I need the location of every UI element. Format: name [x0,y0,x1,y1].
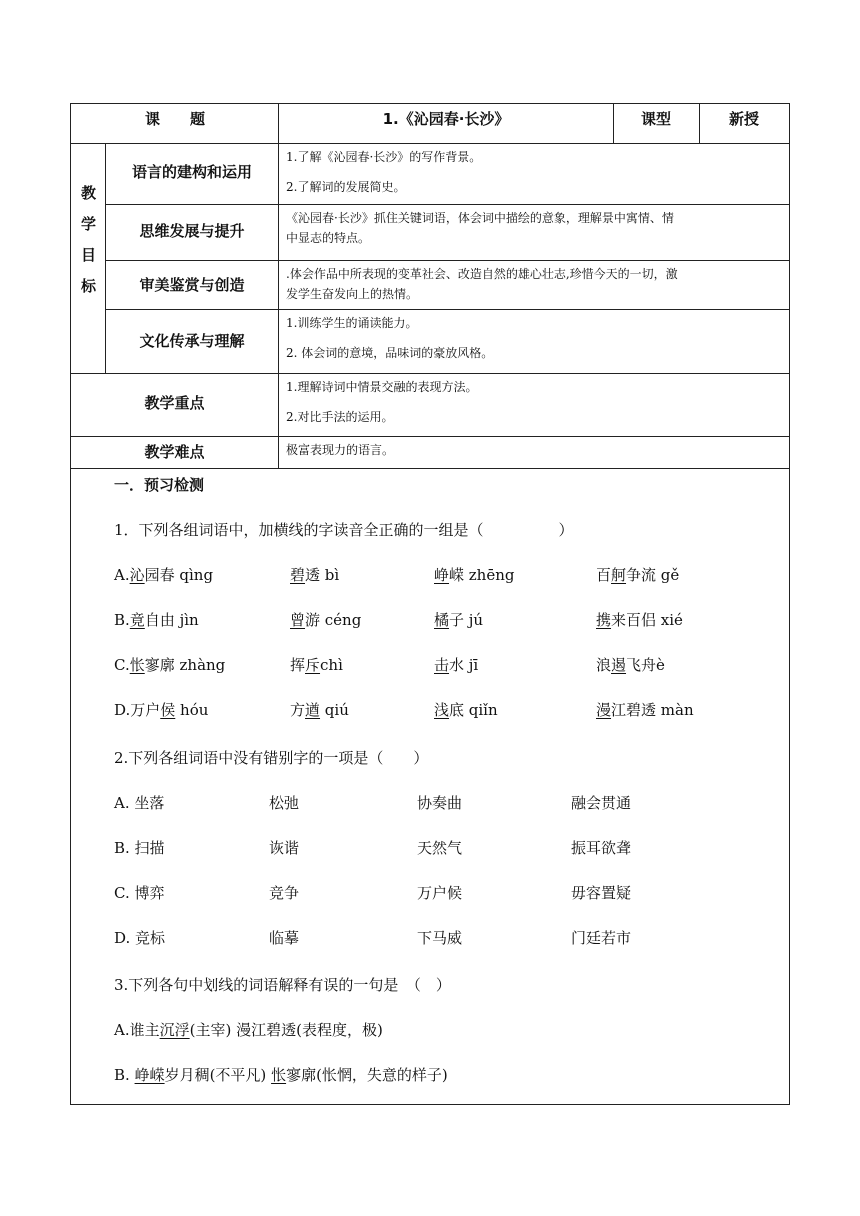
q1-option-rest: chì [320,656,343,674]
q1-option-rest: 园春 qìng [144,566,214,584]
q3-a-rest: (主宰) 漫江碧透(表程度，极) [189,1021,383,1039]
q1-option [434,609,483,630]
q1-option-prefix: 方 [290,701,306,719]
q1-option [596,699,694,720]
q1-option-underlined: 遒 [305,701,321,719]
q2-option: B. 扫描 [114,839,165,857]
q1-option-underlined: 斥 [305,656,321,674]
q1-option-prefix: C. [114,656,130,674]
q1-option [290,609,361,630]
goals-side-label [71,182,106,306]
goals-side-char: 学 [80,215,96,233]
difficult-points-label: 教学难点 [144,443,205,461]
goal-line: .体会作品中所表现的变革社会、改造自然的雄心壮志,珍惜今天的一切，激 [286,267,678,281]
q1-option-underlined: 击 [434,656,450,674]
key-points-label: 教学重点 [144,394,205,412]
q1-option-rest: 来百侣 xié [611,611,683,629]
q3-a-prefix: A.谁主 [114,1021,160,1039]
q1-option-underlined: 携 [596,611,612,629]
q2-option: D. 竞标 [114,929,166,947]
q1-option-underlined: 侯 [160,701,176,719]
goal-label: 思维发展与提升 [139,222,245,240]
goal-label: 文化传承与理解 [139,332,245,350]
q1-option-prefix: 百 [596,566,612,584]
goal-line: 中显志的特点。 [286,231,371,245]
q2-option: 万户候 [417,884,463,902]
q1-option [596,564,679,585]
goal-label: 审美鉴赏与创造 [139,276,245,294]
lesson-plan-table [70,103,790,1105]
question-3-option-a [114,1019,383,1040]
q1-option-underlined: 峥 [434,566,450,584]
type-value: 新授 [728,110,759,128]
goal-line: 1.了解《沁园春·长沙》的写作背景。 [286,150,482,164]
q1-option [596,609,683,630]
q1-option-rest: 子 jú [449,611,484,629]
goal-label: 语言的建构和运用 [131,163,252,181]
q1-option-prefix: 挥 [290,656,306,674]
difficult-points-row [71,437,789,469]
q2-option: 竞争 [269,884,300,902]
q1-option-rest: 嵘 zhēng [449,566,515,584]
q1-option-underlined: 曾 [290,611,306,629]
q1-option-rest: 寥廓 zhàng [144,656,226,674]
goals-side-char: 标 [80,277,96,295]
goals-block [71,144,789,374]
q1-option-rest: 底 qiǐn [449,701,498,719]
question-3-option-b [114,1064,448,1085]
q1-option-rest: 游 céng [305,611,362,629]
goal-row [106,261,789,310]
q2-option: 协奏曲 [417,794,463,812]
q1-option-rest: 江碧透 màn [611,701,694,719]
question-3-stem: 3.下列各句中划线的词语解释有误的一句是 （ ） [114,976,451,994]
q2-option: C. 博弈 [114,884,165,902]
q1-option [290,654,343,675]
q1-option [290,699,349,720]
question-1-stem: 1．下列各组词语中，加横线的字读音全正确的一组是（ ） [114,521,574,539]
q1-option-rest: 争流 gě [626,566,680,584]
q1-option [434,699,498,720]
q2-option: 临摹 [269,929,300,947]
topic-value: 1.《沁园春·长沙》 [382,110,510,128]
q1-option-prefix: D.万户 [114,701,161,719]
q2-option: A. 坐落 [114,794,165,812]
q3-a-underlined: 沉浮 [159,1021,190,1039]
goal-line: 《沁园春·长沙》抓住关键词语，体会词中描绘的意象，理解景中寓情、情 [286,211,674,225]
q1-option [434,564,515,585]
q2-option: 下马威 [417,929,463,947]
q1-option-prefix: B. [114,611,130,629]
q1-option-underlined: 碧 [290,566,306,584]
goal-line: 发学生奋发向上的热情。 [286,287,419,301]
q1-option-underlined: 竟 [129,611,145,629]
goal-row [106,144,789,205]
q1-option-rest: qiú [320,701,349,719]
q3-b-rest: 寥廓(怅惘，失意的样子) [286,1066,448,1084]
key-points-row [71,374,789,437]
q2-option: 融会贯通 [571,794,632,812]
q1-option-underlined: 沁 [129,566,145,584]
q2-option: 松弛 [269,794,300,812]
q3-b-mid: 岁月稠(不平凡) [164,1066,272,1084]
q1-option-underlined: 橘 [434,611,450,629]
exercise-section [71,469,789,1104]
q1-option [114,564,213,585]
q2-option: 天然气 [417,839,463,857]
q2-option: 毋容置疑 [571,884,632,902]
q1-option [596,654,665,675]
q3-b-underlined: 峥嵘 [134,1066,165,1084]
q3-b-prefix: B. [114,1066,135,1084]
goal-line: 1.训练学生的诵读能力。 [286,316,418,330]
q1-option [114,609,199,630]
difficult-point-line: 极富表现力的语言。 [286,443,395,457]
goal-row [106,205,789,261]
q1-option-rest: hóu [175,701,209,719]
q1-option-underlined: 浅 [434,701,450,719]
q1-option [114,699,208,720]
question-2-stem: 2.下列各组词语中没有错别字的一项是（ ） [114,749,429,767]
q1-option-underlined: 遏 [611,656,627,674]
q1-option-underlined: 舸 [611,566,627,584]
q1-option-rest: 飞舟è [626,656,665,674]
q3-b-underlined-2: 怅 [271,1066,287,1084]
q1-option-rest: 自由 jìn [144,611,199,629]
q1-option-underlined: 怅 [129,656,145,674]
key-point-line: 2.对比手法的运用。 [286,410,394,424]
q2-option: 门廷若市 [571,929,632,947]
q1-option-underlined: 漫 [596,701,612,719]
q1-option-rest: 水 jī [449,656,479,674]
goal-row [106,310,789,373]
q1-option [290,564,339,585]
q1-option [114,654,225,675]
goal-line: 2. 体会词的意境，品味词的豪放风格。 [286,346,494,360]
q2-option: 振耳欲聋 [571,839,632,857]
key-point-line: 1.理解诗词中情景交融的表现方法。 [286,380,478,394]
type-label: 课型 [640,110,671,128]
q2-option: 诙谐 [269,839,300,857]
q1-option-rest: 透 bì [305,566,340,584]
header-row [71,104,789,144]
topic-label: 课 题 [144,110,205,128]
section-title: 一．预习检测 [114,476,205,494]
q1-option [434,654,478,675]
q1-option-prefix: A. [114,566,130,584]
goals-side-char: 目 [80,246,96,264]
goal-line: 2.了解词的发展简史。 [286,180,406,194]
q1-option-prefix: 浪 [596,656,612,674]
goals-side-char: 教 [80,184,96,202]
